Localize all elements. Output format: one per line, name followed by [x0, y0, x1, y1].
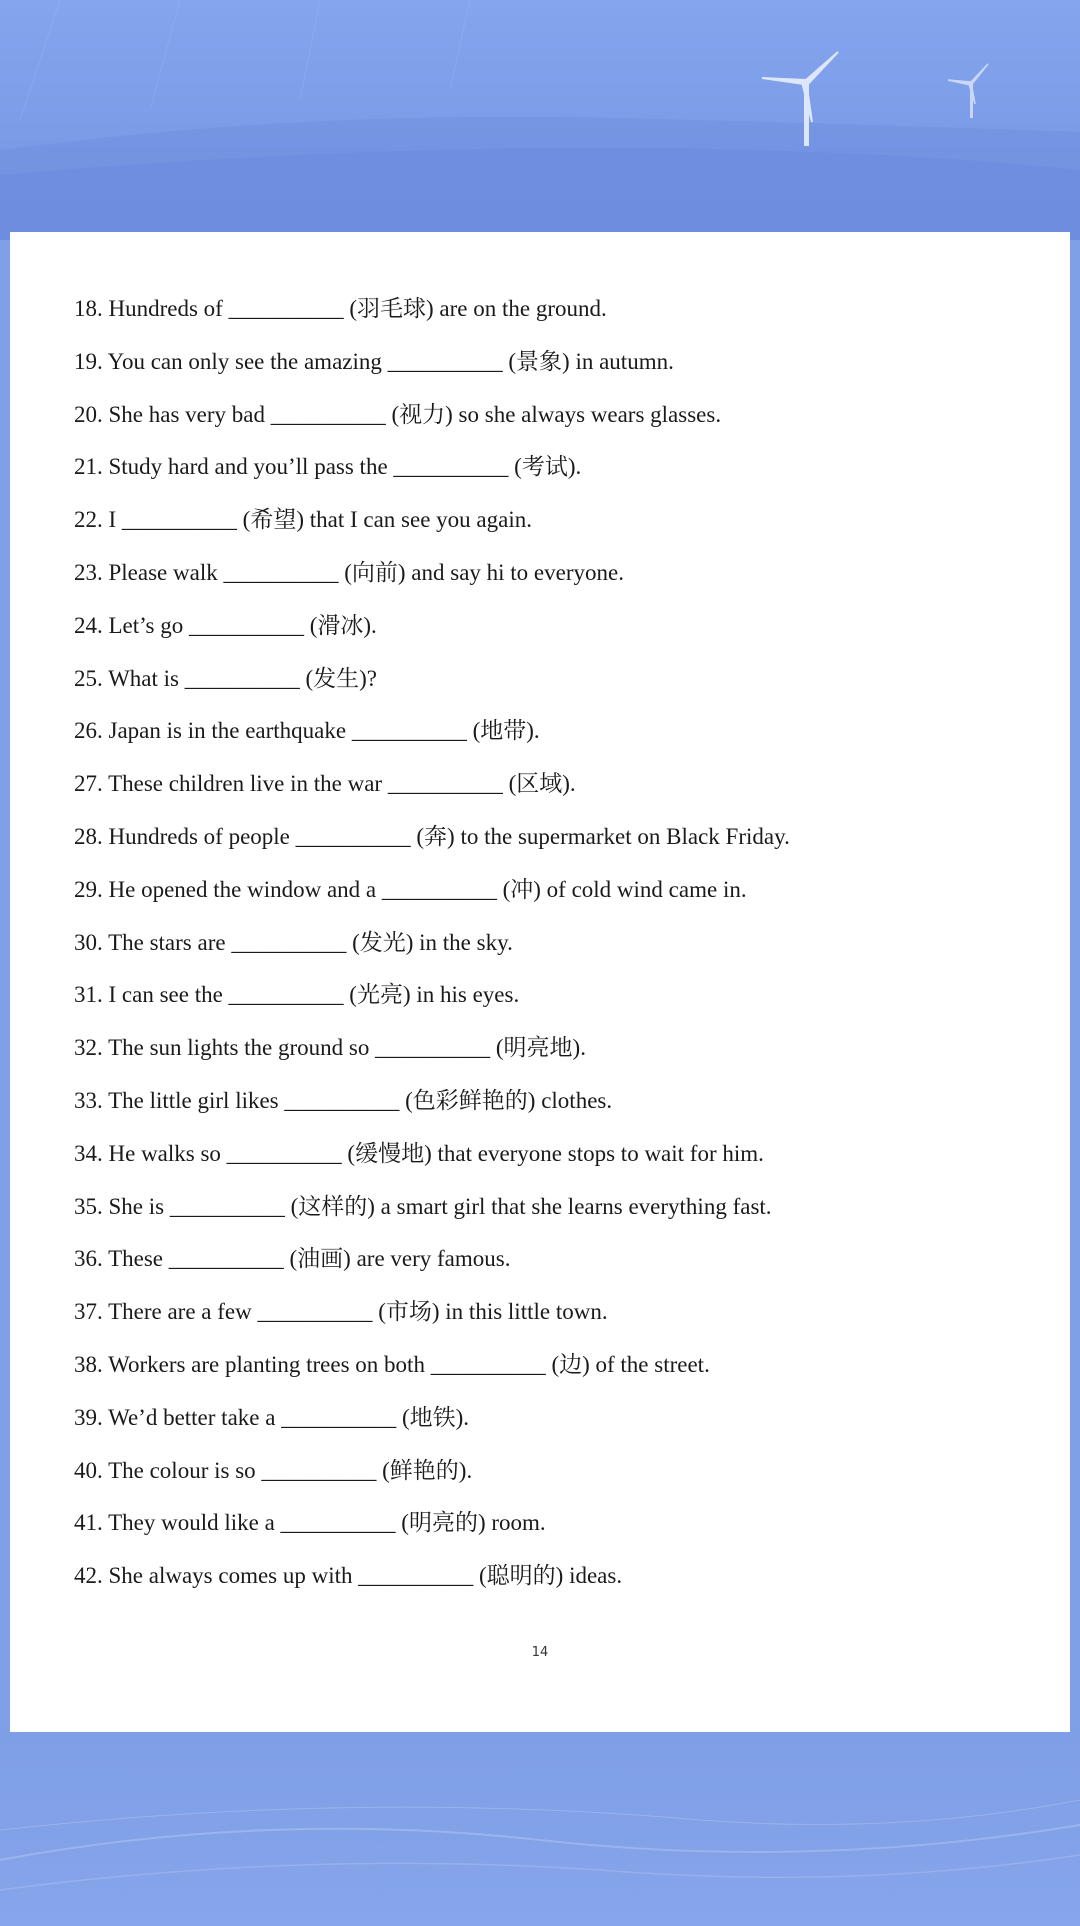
question-item: 30. The stars are __________ (发光) in the sky.	[74, 929, 513, 955]
question-item: 20. She has very bad __________ (视力) so she always wears glasses.	[74, 401, 722, 427]
question-item: 42. She always comes up with __________ (聪明的) ideas.	[74, 1563, 623, 1589]
question-item: 39. We’d better take a __________ (地铁).	[74, 1404, 470, 1430]
question-item: 28. Hundreds of people __________ (奔) to the supermarket on Black Friday.	[74, 823, 790, 849]
question-item: 24. Let’s go __________ (滑冰).	[74, 612, 377, 638]
worksheet-page	[10, 232, 1070, 1732]
question-item: 32. The sun lights the ground so __________ (明亮地).	[74, 1035, 586, 1061]
question-item: 31. I can see the __________ (光亮) in his eyes.	[74, 982, 520, 1008]
wave-decoration	[0, 1730, 1080, 1926]
question-item: 22. I __________ (希望) that I can see you again.	[74, 507, 532, 533]
question-item: 37. There are a few __________ (市场) in this little town.	[74, 1299, 608, 1325]
question-item: 23. Please walk __________ (向前) and say hi to everyone.	[74, 559, 624, 585]
question-list	[74, 294, 1034, 1614]
question-item: 18. Hundreds of __________ (羽毛球) are on the ground.	[74, 296, 607, 321]
question-item: 19. You can only see the amazing __________ (景象) in autumn.	[74, 348, 674, 374]
question-item: 33. The little girl likes __________ (色彩鲜艳的) clothes.	[74, 1087, 613, 1113]
question-item: 40. The colour is so __________ (鲜艳的).	[74, 1457, 473, 1483]
wind-turbine-landscape	[0, 0, 1080, 240]
question-item: 38. Workers are planting trees on both __________ (边) of the street.	[74, 1351, 710, 1377]
question-item: 34. He walks so __________ (缓慢地) that everyone stops to wait for him.	[74, 1140, 764, 1166]
question-item: 27. These children live in the war __________ (区域).	[74, 771, 576, 797]
question-item: 26. Japan is in the earthquake __________ (地带).	[74, 718, 540, 744]
question-item: 41. They would like a __________ (明亮的) room.	[74, 1510, 546, 1536]
question-item: 25. What is __________ (发生)?	[74, 665, 378, 691]
header-background	[0, 0, 1080, 240]
question-item: 21. Study hard and you’ll pass the __________ (考试).	[74, 454, 582, 480]
footer-background	[0, 1730, 1080, 1926]
page-number: 14	[531, 1645, 549, 1660]
question-item: 35. She is __________ (这样的) a smart girl that she learns everything fast.	[74, 1193, 772, 1219]
question-item: 29. He opened the window and a __________ (冲) of cold wind came in.	[74, 876, 747, 902]
question-item: 36. These __________ (油画) are very famous.	[74, 1246, 511, 1272]
